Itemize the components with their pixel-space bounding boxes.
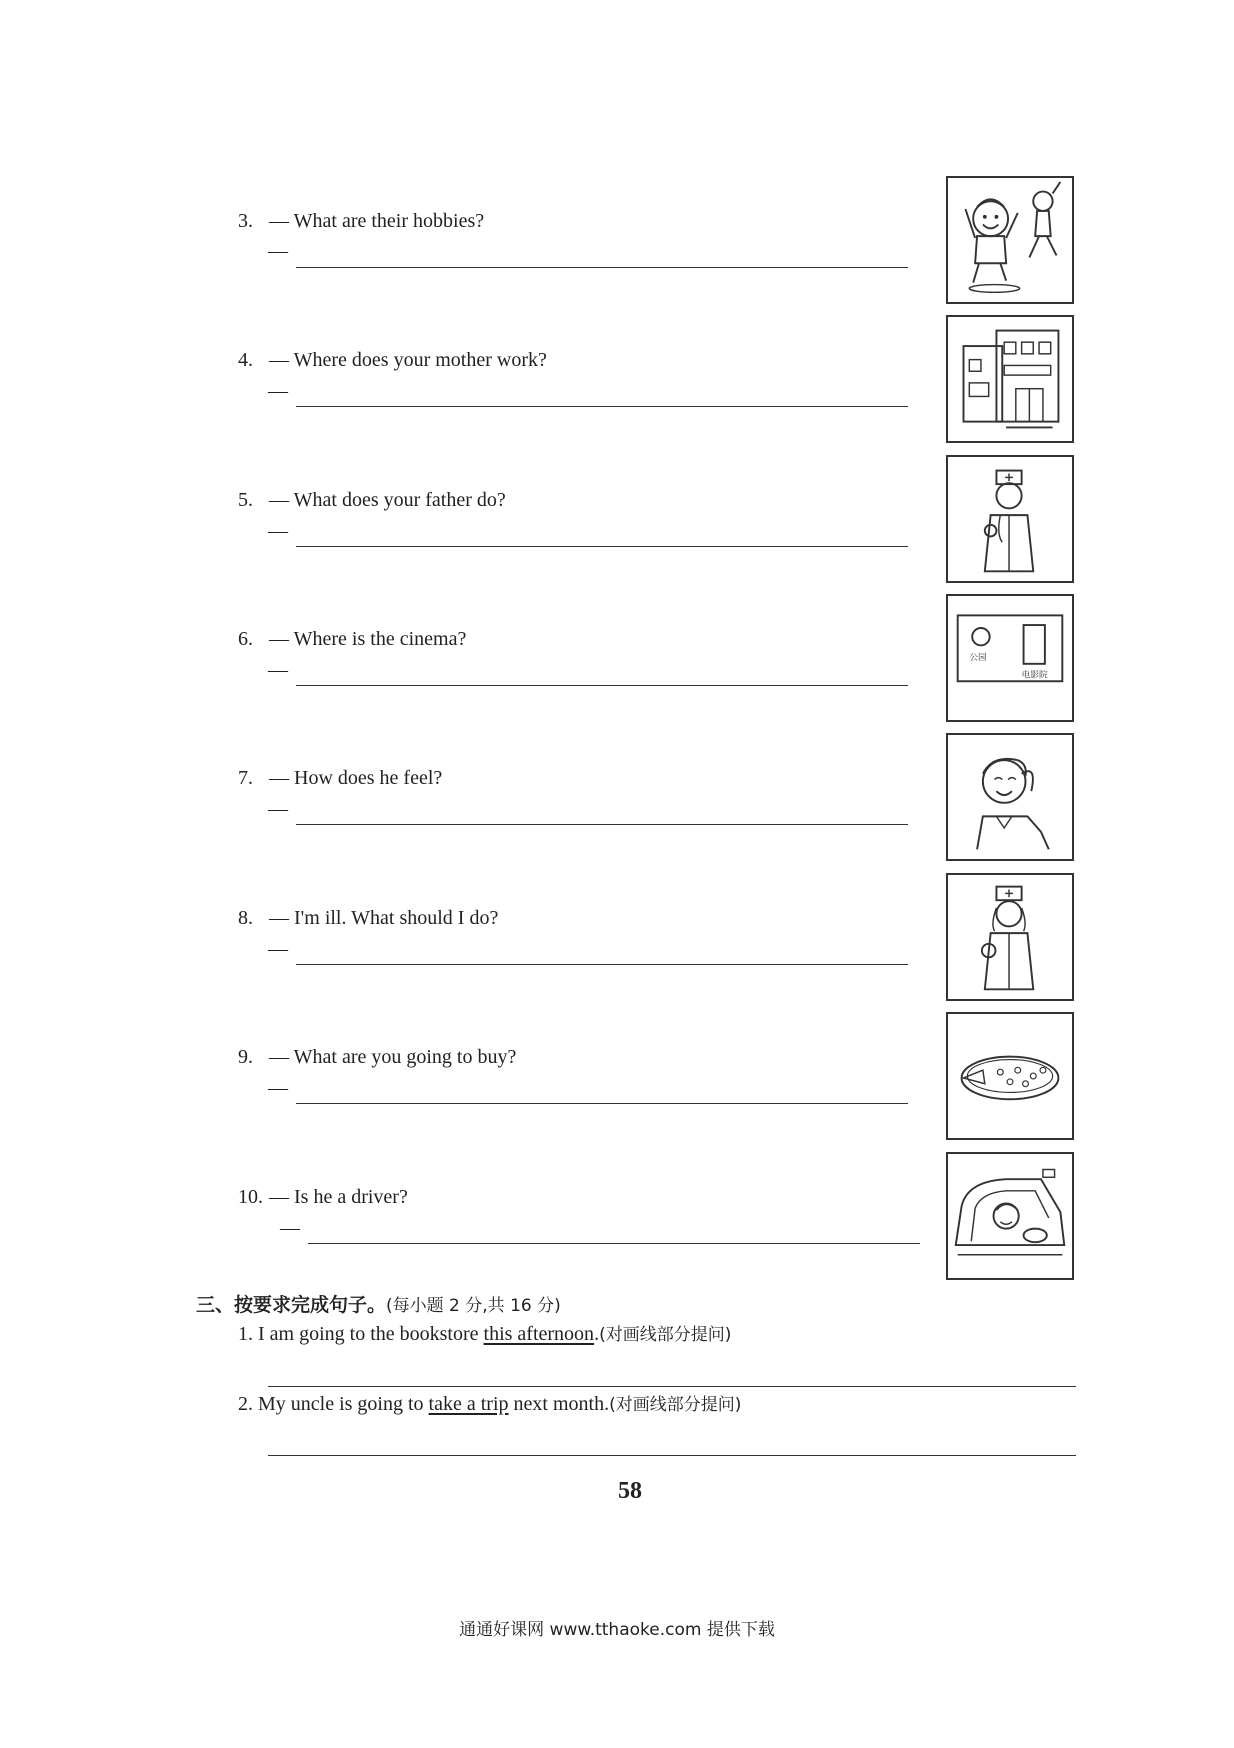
answer-line-3[interactable] [296,267,908,268]
male-doctor-icon [946,455,1074,583]
question-number: 4. [238,349,253,371]
happy-boy-icon [946,733,1074,861]
question-7 [238,767,442,790]
rewrite-question-2 [238,1390,741,1416]
answer-line-6[interactable] [296,685,908,686]
question-text: — Is he a driver? [269,1186,408,1208]
answer-line-10[interactable] [308,1243,920,1244]
map-park-cinema-icon [946,594,1074,722]
underlined-phrase: this afternoon [483,1323,595,1345]
cinema-label: 电影院 [1021,670,1048,681]
answer-dash: — [268,659,288,681]
question-text: — Where is the cinema? [269,628,467,650]
hospital-building-icon [946,315,1074,443]
answer-dash: — [268,798,288,820]
answer-line-4[interactable] [296,406,908,407]
park-label: 公园 [969,652,987,663]
answer-line-5[interactable] [296,546,908,547]
question-10 [238,1186,408,1209]
question-4 [238,349,547,372]
page-number: 58 [618,1478,642,1504]
question-number: 8. [238,907,253,929]
car-driver-icon [946,1152,1074,1280]
question-number: 3. [238,210,253,232]
question-text: — I'm ill. What should I do? [269,907,499,929]
rewrite-answer-line-2[interactable] [268,1455,1076,1456]
answer-dash: — [268,1077,288,1099]
question-6 [238,628,466,651]
footer-source: 通通好课网 www.tthaoke.com 提供下载 [459,1620,775,1640]
answer-dash: — [268,380,288,402]
question-text: — What are their hobbies? [269,210,485,232]
section-3-title [196,1290,561,1317]
question-text: — What are you going to buy? [269,1046,517,1068]
instruction-hint: (对画线部分提问) [609,1395,742,1415]
rewrite-question-1 [238,1320,731,1346]
kids-playing-icon [946,176,1074,304]
answer-line-8[interactable] [296,964,908,965]
question-9 [238,1046,516,1069]
female-doctor-icon [946,873,1074,1001]
section-3-heading: 三、按要求完成句子。 [196,1294,387,1316]
answer-dash: — [268,520,288,542]
question-number: 7. [238,767,253,789]
question-text: — Where does your mother work? [269,349,547,371]
question-8 [238,907,498,930]
answer-dash: — [268,240,288,262]
question-number: 10. [238,1186,263,1208]
instruction-hint: (对画线部分提问) [599,1325,732,1345]
underlined-phrase: take a trip [428,1393,509,1415]
question-number: 9. [238,1046,253,1068]
sentence-suffix: next month. [508,1393,610,1415]
rewrite-answer-line-1[interactable] [268,1386,1076,1387]
answer-line-7[interactable] [296,824,908,825]
answer-dash: — [280,1217,300,1239]
sentence-prefix: 1. I am going to the bookstore [238,1323,484,1345]
question-number: 5. [238,489,253,511]
answer-line-9[interactable] [296,1103,908,1104]
question-3 [238,210,484,233]
question-number: 6. [238,628,253,650]
sentence-prefix: 2. My uncle is going to [238,1393,429,1415]
section-3-note: (每小题 2 分,共 16 分) [386,1296,561,1316]
question-text: — What does your father do? [269,489,506,511]
sentence-suffix: . [594,1323,600,1345]
answer-dash: — [268,938,288,960]
question-5 [238,489,506,512]
pizza-icon [946,1012,1074,1140]
question-text: — How does he feel? [269,767,443,789]
